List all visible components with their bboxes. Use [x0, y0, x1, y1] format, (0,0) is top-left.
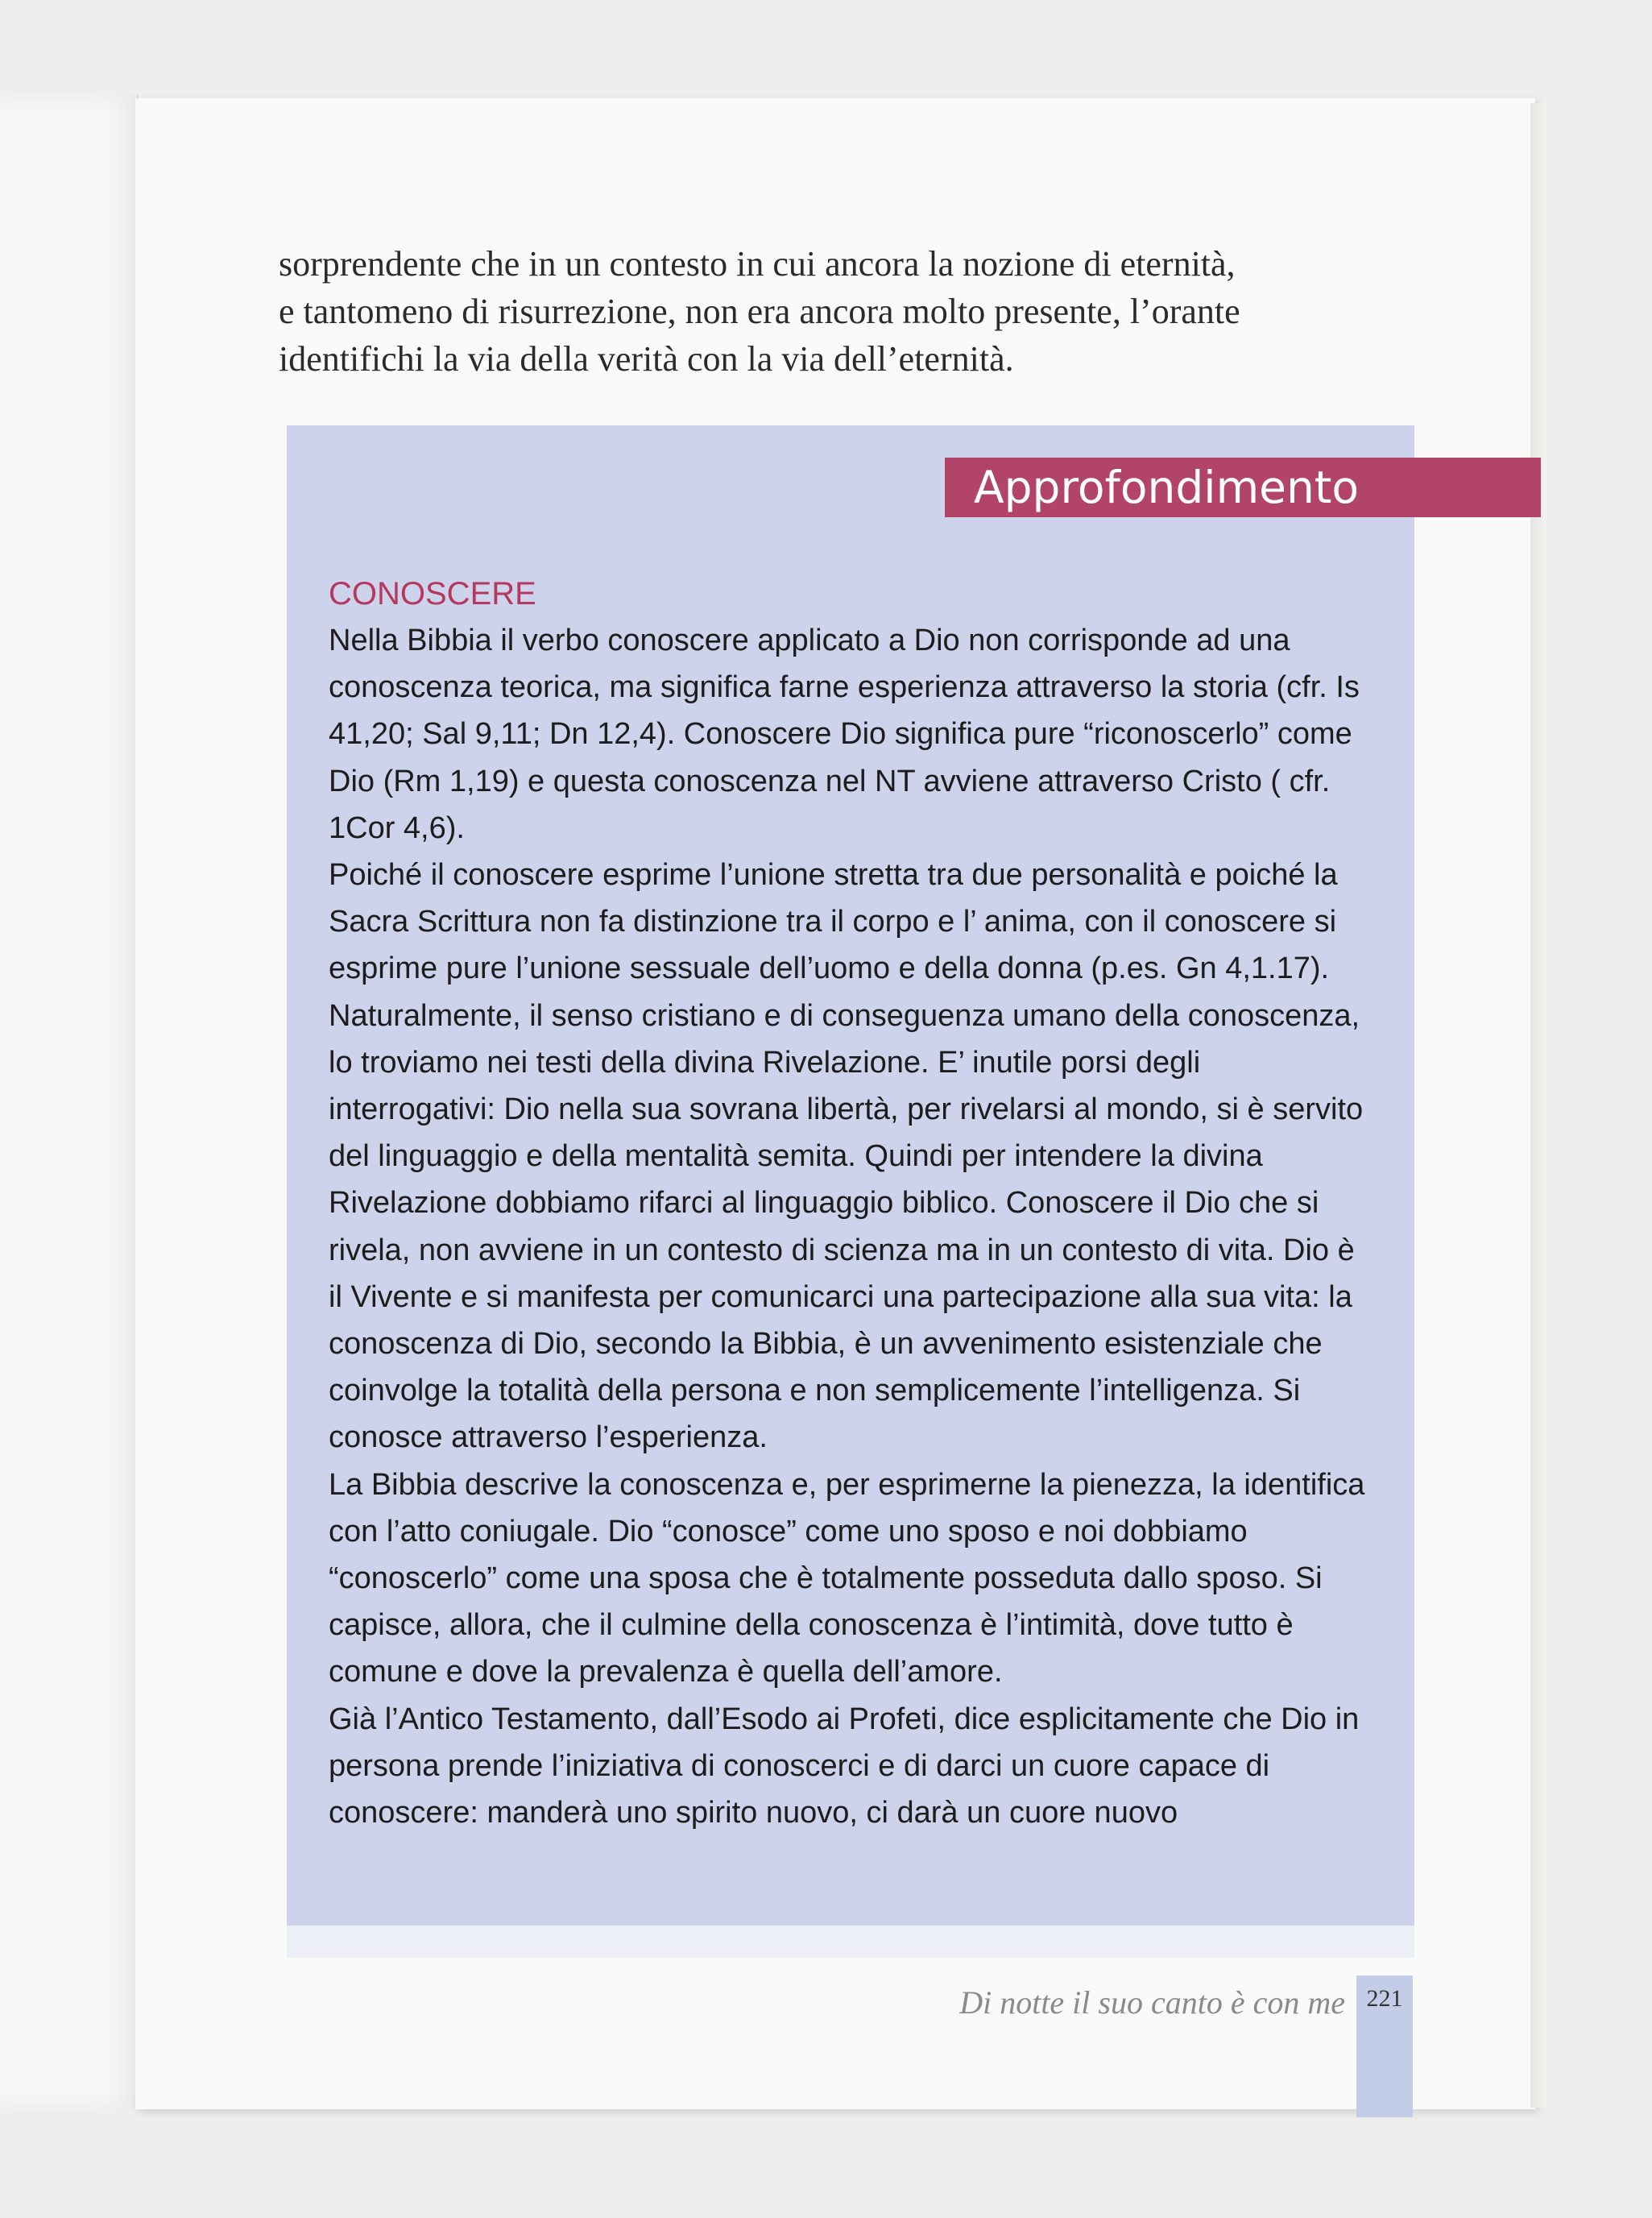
body-paragraph: Poiché il conoscere esprime l’unione stretta tra due personalità e poiché la Sacra Scrittura non fa distinzione tra il corpo e l’ anima, con il conoscere si esprime pure l’unione sessuale dell’uomo e della donna (p.es. Gn 4,1.17).: [329, 858, 1338, 986]
sidebar-content: [329, 570, 1368, 1836]
section-banner: Approfondimento: [945, 458, 1541, 517]
facing-page-edge: [0, 95, 139, 2109]
intro-line: e tantomeno di risurrezione, non era ancora molto presente, l’orante: [279, 292, 1240, 331]
intro-paragraph: [279, 240, 1414, 383]
page-stack-edge: [1530, 103, 1546, 2108]
body-paragraph: La Bibbia descrive la conoscenza e, per esprimerne la pienezza, la identifica con l’atto coniugale. Dio “conosce” come uno sposo e noi dobbiamo “conoscerlo” come una sposa che è totalmente posseduta dallo sposo. Si capisce, allora, che il culmine della conoscenza è l’intimità, dove tutto è comune e dove la prevalenza è quella dell’amore.: [329, 1467, 1365, 1689]
body-paragraph: Naturalmente, il senso cristiano e di conseguenza umano della conoscenza, lo troviamo nei testi della divina Rivelazione. E’ inutile porsi degli interrogativi: Dio nella sua sovrana libertà, per rivelarsi al mondo, si è servito del linguaggio e della mentalità semita. Quindi per intendere la divina Rivelazione dobbiamo rifarci al linguaggio biblico. Conoscere il Dio che si rivela, non avviene in un contesto di scienza ma in un contesto di vita. Dio è il Vivente e si manifesta per comunicarci una partecipazione alla sua vita: la conoscenza di Dio, secondo la Bibbia, è un avvenimento esistenziale che coinvolge la totalità della persona e non semplicemente l’intelligenza. Si conosce attraverso l’esperienza.: [329, 998, 1364, 1455]
intro-line: sorprendente che in un contesto in cui ancora la nozione di eternità,: [279, 244, 1236, 284]
sidebar-heading: CONOSCERE: [329, 576, 536, 612]
box-bottom-bleed: [287, 1926, 1414, 1958]
running-footer-title: Di notte il suo canto è con me: [959, 1984, 1345, 2021]
body-paragraph: Nella Bibbia il verbo conoscere applicato a Dio non corrisponde ad una conoscenza teorica, ma significa farne esperienza attraverso la storia (cfr. Is 41,20; Sal 9,11; Dn 12,4). Conoscere Dio significa pure “riconoscerlo” come Dio (Rm 1,19) e questa conoscenza nel NT avviene attraverso Cristo ( cfr. 1Cor 4,6).: [329, 624, 1360, 845]
intro-line: identifichi la via della verità con la via dell’eternità.: [279, 339, 1014, 379]
body-paragraph: Già l’Antico Testamento, dall’Esodo ai Profeti, dice esplicitamente che Dio in persona prende l’iniziativa di conoscerci e di darci un cuore capace di conoscere: manderà uno spirito nuovo, ci darà un cuore nuovo: [329, 1702, 1360, 1830]
page-number: 221: [1366, 1985, 1403, 2012]
